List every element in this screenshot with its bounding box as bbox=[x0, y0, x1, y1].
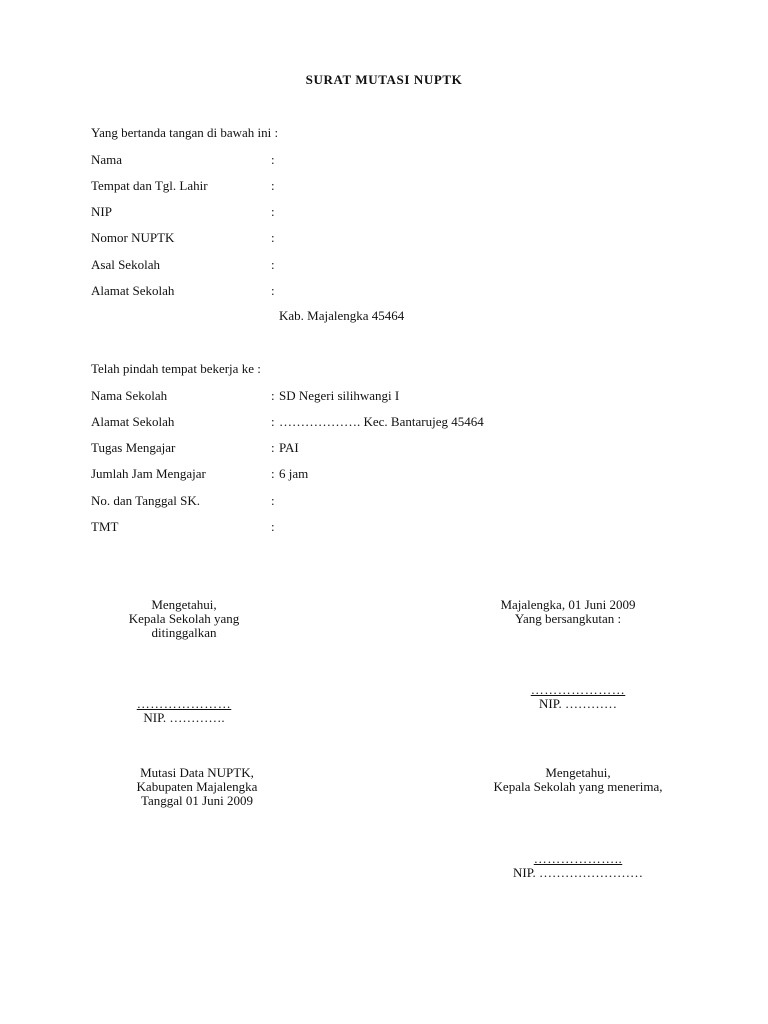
signature-nip: NIP. …………………… bbox=[512, 865, 643, 880]
signature-left-top-sign bbox=[104, 697, 264, 725]
field-colon: : bbox=[271, 152, 275, 167]
signature-block-applicant bbox=[478, 598, 658, 626]
field-colon: : bbox=[271, 519, 275, 534]
sig-line: Mengetahui, bbox=[545, 765, 611, 780]
signature-block-school-receiving bbox=[468, 766, 688, 794]
sig-line: Mutasi Data NUPTK, bbox=[140, 765, 254, 780]
field-colon: : bbox=[271, 204, 275, 219]
field-colon: : bbox=[271, 283, 275, 298]
sig-line: Kepala Sekolah yang menerima, bbox=[493, 779, 663, 794]
sig-line: Kabupaten Majalengka bbox=[136, 779, 258, 794]
sig-line: Mengetahui, bbox=[151, 597, 217, 612]
field-colon: : bbox=[271, 466, 275, 481]
signature-nip: NIP. …………. bbox=[143, 710, 225, 725]
sig-line: Tanggal 01 Juni 2009 bbox=[140, 793, 254, 808]
field-colon: : bbox=[271, 414, 275, 429]
sig-line: Majalengka, 01 Juni 2009 bbox=[500, 597, 636, 612]
field-colon: : bbox=[271, 440, 275, 455]
letter-title: SURAT MUTASI NUPTK bbox=[305, 72, 463, 87]
field-value: ………………. Kec. Bantarujeg 45464 bbox=[279, 414, 484, 429]
field-label: NIP bbox=[91, 204, 112, 219]
signature-right-bottom-sign bbox=[478, 852, 678, 880]
signature-right-top-sign bbox=[488, 683, 668, 711]
field-colon: : bbox=[271, 178, 275, 193]
sig-line: Kepala Sekolah yang bbox=[128, 611, 240, 626]
field-colon: : bbox=[271, 388, 275, 403]
signature-dotted-line: ………………… bbox=[530, 682, 626, 697]
field-label: Nama Sekolah bbox=[91, 388, 168, 403]
kab-address-line: Kab. Majalengka 45464 bbox=[279, 308, 405, 323]
field-label: Nomor NUPTK bbox=[91, 230, 175, 245]
sig-line: ditinggalkan bbox=[151, 625, 217, 640]
field-label: Asal Sekolah bbox=[91, 257, 160, 272]
signature-dotted-line: ………………… bbox=[136, 696, 232, 711]
field-label: Alamat Sekolah bbox=[91, 414, 175, 429]
field-label: Tempat dan Tgl. Lahir bbox=[91, 178, 208, 193]
field-colon: : bbox=[271, 493, 275, 508]
moved-intro-text: Telah pindah tempat bekerja ke : bbox=[91, 361, 261, 376]
field-value: SD Negeri silihwangi I bbox=[279, 388, 400, 403]
field-colon: : bbox=[271, 230, 275, 245]
signature-block-nuptk-data bbox=[107, 766, 287, 808]
field-value: 6 jam bbox=[279, 466, 309, 481]
sig-line: Yang bersangkutan : bbox=[514, 611, 622, 626]
signature-dotted-line: ……………….. bbox=[533, 851, 623, 866]
field-label: Nama bbox=[91, 152, 123, 167]
field-label: Jumlah Jam Mengajar bbox=[91, 466, 206, 481]
field-label: No. dan Tanggal SK. bbox=[91, 493, 200, 508]
field-colon: : bbox=[271, 257, 275, 272]
field-label: TMT bbox=[91, 519, 119, 534]
signature-block-school-left bbox=[104, 598, 264, 640]
field-value: PAI bbox=[279, 440, 299, 455]
field-label: Alamat Sekolah bbox=[91, 283, 175, 298]
field-label: Tugas Mengajar bbox=[91, 440, 176, 455]
intro-text: Yang bertanda tangan di bawah ini : bbox=[91, 125, 279, 140]
signature-nip: NIP. ………… bbox=[538, 696, 617, 711]
